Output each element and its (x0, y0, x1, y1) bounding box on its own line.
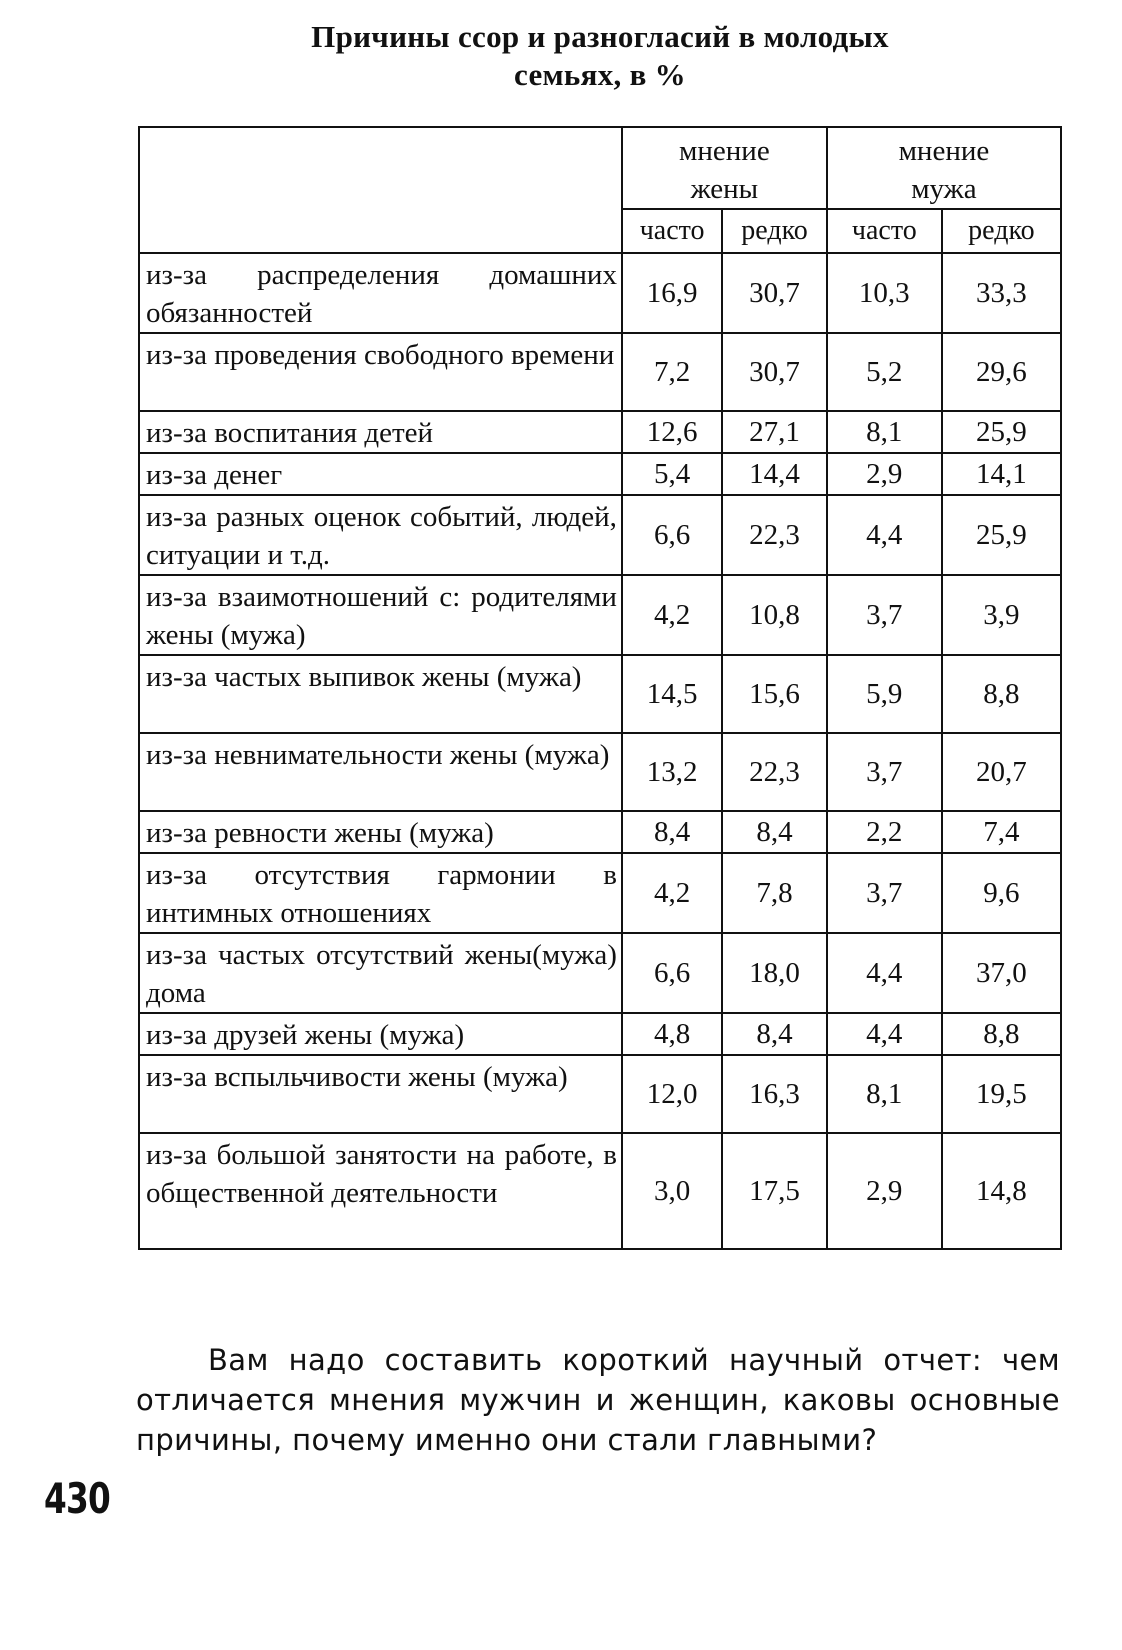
reason-cell: из-за воспитания детей (139, 411, 622, 453)
reason-cell: из-за распределения домашних обязанностей (139, 253, 622, 333)
reason-cell: из-за денег (139, 453, 622, 495)
table-row (139, 733, 1061, 811)
value-cell: 18,0 (722, 933, 827, 1013)
page-title (140, 18, 1060, 94)
value-cell: 7,2 (622, 333, 722, 411)
reason-cell: из-за частых выпивок жены (мужа) (139, 655, 622, 733)
table-row (139, 1055, 1061, 1133)
reason-cell: из-за друзей жены (мужа) (139, 1013, 622, 1055)
table-row (139, 411, 1061, 453)
value-cell: 5,9 (827, 655, 942, 733)
table-row (139, 1013, 1061, 1055)
value-cell: 12,0 (622, 1055, 722, 1133)
group-header-wife-line2: жены (690, 173, 759, 205)
reason-cell: из-за проведения свободного времени (139, 333, 622, 411)
subheader-wife-rarely: редко (722, 209, 827, 253)
table-row (139, 853, 1061, 933)
value-cell: 27,1 (722, 411, 827, 453)
page-number: 430 (44, 1474, 111, 1523)
reason-cell: из-за частых отсутствий жены(мужа) дома (139, 933, 622, 1013)
value-cell: 10,8 (722, 575, 827, 655)
value-cell: 3,0 (622, 1133, 722, 1249)
value-cell: 4,8 (622, 1013, 722, 1055)
value-cell: 25,9 (942, 495, 1061, 575)
value-cell: 12,6 (622, 411, 722, 453)
value-cell: 8,4 (622, 811, 722, 853)
group-header-husband (827, 127, 1061, 209)
title-line-1: Причины ссор и разногласий в молодых (311, 19, 889, 54)
value-cell: 29,6 (942, 333, 1061, 411)
value-cell: 8,4 (722, 1013, 827, 1055)
value-cell: 9,6 (942, 853, 1061, 933)
group-header-husband-line2: мужа (911, 173, 977, 205)
task-paragraph: Вам надо составить короткий научный отчет: чем отличается мнения мужчин и женщин, каковы основные причины, почему именно они стали главными? (136, 1343, 1060, 1457)
value-cell: 2,2 (827, 811, 942, 853)
table-row (139, 453, 1061, 495)
table-row (139, 333, 1061, 411)
value-cell: 6,6 (622, 495, 722, 575)
value-cell: 22,3 (722, 495, 827, 575)
value-cell: 30,7 (722, 253, 827, 333)
value-cell: 2,9 (827, 453, 942, 495)
table-row (139, 811, 1061, 853)
value-cell: 15,6 (722, 655, 827, 733)
subheader-husband-often: часто (827, 209, 942, 253)
group-header-wife (622, 127, 827, 209)
reason-header-cell (139, 127, 622, 253)
group-header-row (139, 127, 1061, 209)
reason-cell: из-за ревности жены (мужа) (139, 811, 622, 853)
value-cell: 3,7 (827, 733, 942, 811)
value-cell: 14,4 (722, 453, 827, 495)
value-cell: 3,7 (827, 853, 942, 933)
title-line-2: семьях, в % (514, 57, 686, 92)
reason-cell: из-за отсутствия гармонии в интимных отношениях (139, 853, 622, 933)
table-row (139, 575, 1061, 655)
group-header-husband-line1: мнение (898, 135, 990, 167)
table-row (139, 1133, 1061, 1249)
value-cell: 3,9 (942, 575, 1061, 655)
value-cell: 19,5 (942, 1055, 1061, 1133)
value-cell: 8,4 (722, 811, 827, 853)
value-cell: 10,3 (827, 253, 942, 333)
group-header-wife-line1: мнение (679, 135, 770, 167)
value-cell: 30,7 (722, 333, 827, 411)
value-cell: 2,9 (827, 1133, 942, 1249)
value-cell: 8,8 (942, 1013, 1061, 1055)
value-cell: 14,1 (942, 453, 1061, 495)
value-cell: 6,6 (622, 933, 722, 1013)
value-cell: 13,2 (622, 733, 722, 811)
value-cell: 8,1 (827, 1055, 942, 1133)
value-cell: 17,5 (722, 1133, 827, 1249)
table-body (139, 253, 1061, 1249)
reason-cell: из-за взаимотношений с: родителями жены (мужа) (139, 575, 622, 655)
subheader-husband-rarely: редко (942, 209, 1061, 253)
table-row (139, 933, 1061, 1013)
value-cell: 33,3 (942, 253, 1061, 333)
value-cell: 14,8 (942, 1133, 1061, 1249)
value-cell: 5,2 (827, 333, 942, 411)
value-cell: 4,4 (827, 1013, 942, 1055)
value-cell: 4,4 (827, 495, 942, 575)
reason-cell: из-за вспыльчивости жены (мужа) (139, 1055, 622, 1133)
data-table (138, 126, 1062, 1250)
reason-cell: из-за разных оценок событий, людей, ситуации и т.д. (139, 495, 622, 575)
value-cell: 3,7 (827, 575, 942, 655)
value-cell: 20,7 (942, 733, 1061, 811)
value-cell: 16,9 (622, 253, 722, 333)
value-cell: 16,3 (722, 1055, 827, 1133)
value-cell: 22,3 (722, 733, 827, 811)
value-cell: 5,4 (622, 453, 722, 495)
value-cell: 25,9 (942, 411, 1061, 453)
table-row (139, 253, 1061, 333)
subheader-wife-often: часто (622, 209, 722, 253)
value-cell: 7,8 (722, 853, 827, 933)
value-cell: 14,5 (622, 655, 722, 733)
value-cell: 7,4 (942, 811, 1061, 853)
reason-cell: из-за невнимательности жены (мужа) (139, 733, 622, 811)
value-cell: 8,1 (827, 411, 942, 453)
value-cell: 4,2 (622, 575, 722, 655)
reason-cell: из-за большой занятости на работе, в общественной деятельности (139, 1133, 622, 1249)
value-cell: 8,8 (942, 655, 1061, 733)
table-row (139, 495, 1061, 575)
value-cell: 4,2 (622, 853, 722, 933)
value-cell: 37,0 (942, 933, 1061, 1013)
value-cell: 4,4 (827, 933, 942, 1013)
table-row (139, 655, 1061, 733)
